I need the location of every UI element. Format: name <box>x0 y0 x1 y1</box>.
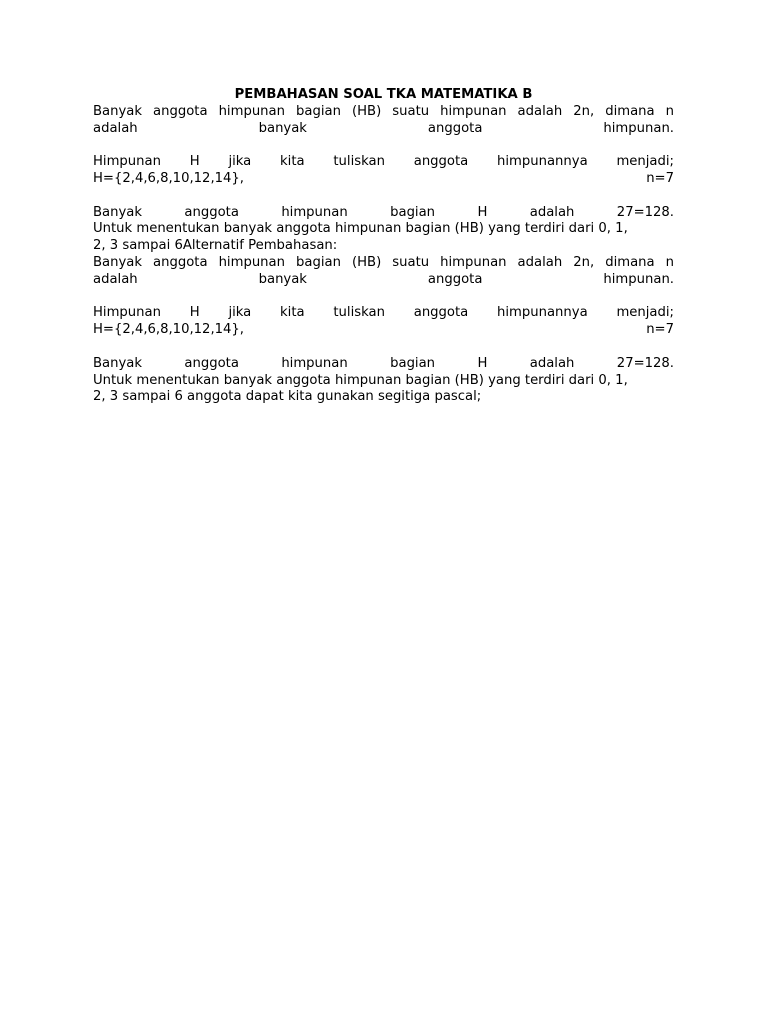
paragraph-line: Banyak anggota himpunan bagian (HB) suatu himpunan adalah 2n, dimana n <box>93 254 674 270</box>
document-title: PEMBAHASAN SOAL TKA MATEMATIKA B <box>234 87 533 102</box>
paragraph-line: H={2,4,6,8,10,12,14}, n=7 <box>93 170 674 186</box>
blank-line <box>93 188 674 205</box>
paragraph-line: Himpunan H jika kita tuliskan anggota himpunannya menjadi; <box>93 154 674 170</box>
paragraph-line: Banyak anggota himpunan bagian H adalah 27=128. <box>93 355 674 371</box>
paragraph-line: Untuk menentukan banyak anggota himpunan bagian (HB) yang terdiri dari 0, 1, <box>93 372 628 388</box>
blank-line <box>93 137 674 154</box>
blank-line <box>93 339 674 356</box>
blank-line <box>93 289 674 306</box>
paragraph-line: Banyak anggota himpunan bagian (HB) suatu himpunan adalah 2n, dimana n <box>93 103 674 119</box>
paragraph-line: 2, 3 sampai 6 anggota dapat kita gunakan segitiga pascal; <box>93 389 482 405</box>
paragraph-line: adalah banyak anggota himpunan. <box>93 120 674 136</box>
paragraph-line: Untuk menentukan banyak anggota himpunan bagian (HB) yang terdiri dari 0, 1, <box>93 221 628 237</box>
document-page <box>93 87 674 406</box>
paragraph-line: Himpunan H jika kita tuliskan anggota himpunannya menjadi; <box>93 305 674 321</box>
paragraph-line: adalah banyak anggota himpunan. <box>93 271 674 287</box>
paragraph-line: 2, 3 sampai 6Alternatif Pembahasan: <box>93 238 338 254</box>
paragraph-line: H={2,4,6,8,10,12,14}, n=7 <box>93 322 674 338</box>
paragraph-line: Banyak anggota himpunan bagian H adalah 27=128. <box>93 204 674 220</box>
